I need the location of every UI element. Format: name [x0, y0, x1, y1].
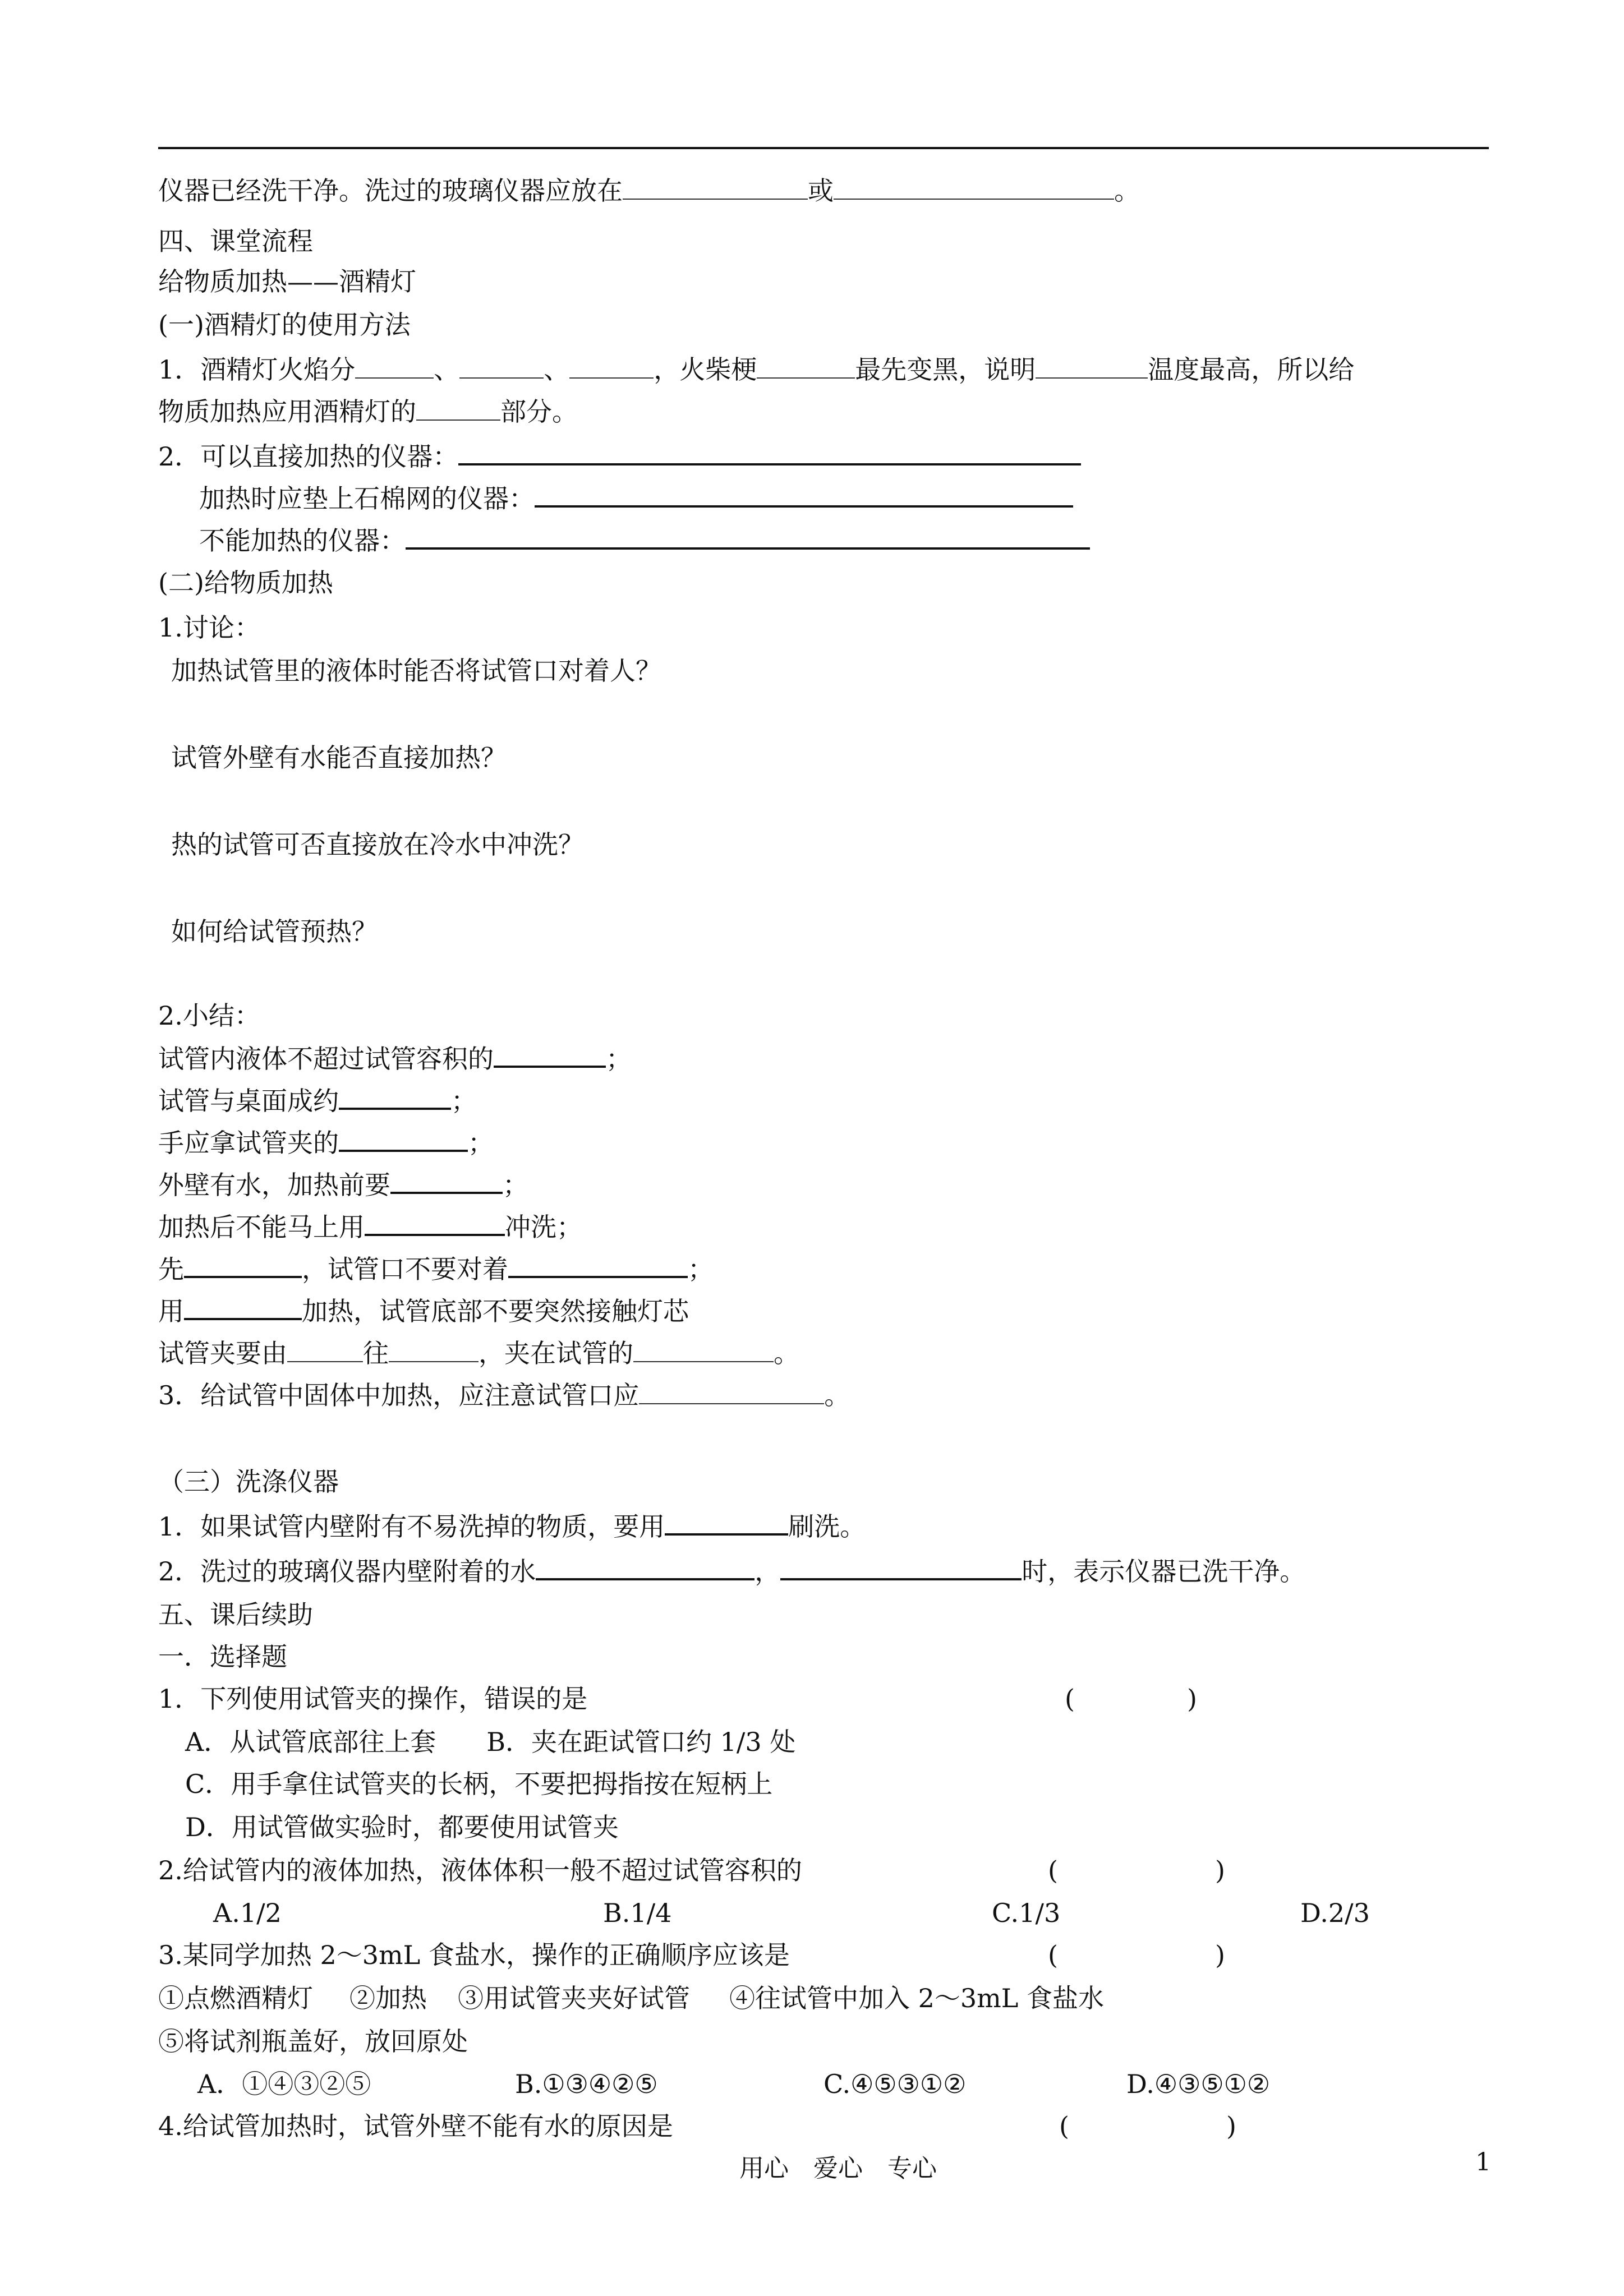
- header-rule: [158, 147, 1489, 149]
- question-line: 1．酒精灯火焰分 、 、 ，火柴梗 最先变黑，说明 温度最高，所以给: [158, 354, 1355, 385]
- answer-blank[interactable]: [365, 1211, 505, 1236]
- exercise-heading: 一．选择题: [158, 1642, 287, 1672]
- question-line: 不能加热的仪器：: [199, 525, 1090, 556]
- answer-blank[interactable]: [339, 1085, 451, 1110]
- item-heading: 1.讨论：: [158, 612, 260, 643]
- discussion-question: 如何给试管预热？: [171, 916, 378, 947]
- option-a[interactable]: A．从试管底部往上套: [185, 1727, 436, 1757]
- option-a[interactable]: A．①④③②⑤: [197, 2069, 371, 2099]
- option-c[interactable]: C．用手拿住试管夹的长柄，不要把拇指按在短柄上: [185, 1769, 773, 1799]
- answer-blank[interactable]: [1036, 355, 1148, 379]
- subsection-heading: (二)给物质加热: [158, 568, 333, 598]
- mc-question: 4.给试管加热时，试管外壁不能有水的原因是: [158, 2111, 673, 2141]
- summary-line: 试管夹要由 往 ，夹在试管的 。: [158, 1338, 799, 1368]
- answer-blank[interactable]: [508, 1253, 688, 1278]
- answer-paren[interactable]: ( ): [1065, 1684, 1197, 1714]
- summary-line: 先 ，试管口不要对着 ；: [158, 1254, 714, 1284]
- question-line: 2．洗过的玻璃仪器内壁附着的水 ， 时，表示仪器已洗干净。: [158, 1556, 1306, 1587]
- answer-blank[interactable]: [339, 1127, 468, 1152]
- answer-paren[interactable]: ( ): [1048, 1940, 1225, 1970]
- step-list: ①点燃酒精灯 ②加热 ③用试管夹夹好试管 ④往试管中加入 2～3mL 食盐水: [158, 1983, 1104, 2013]
- mc-question: 1．下列使用试管夹的操作，错误的是: [158, 1684, 588, 1714]
- option-b[interactable]: B．夹在距试管口约 1/3 处: [486, 1727, 796, 1757]
- subsection-heading: （三）洗涤仪器: [158, 1467, 339, 1497]
- summary-line: 3．给试管中固体中加热，应注意试管口应 。: [158, 1380, 850, 1410]
- option-d[interactable]: D．用试管做实验时，都要使用试管夹: [185, 1812, 619, 1842]
- item-heading: 2.小结：: [158, 1001, 260, 1031]
- answer-blank[interactable]: [536, 1556, 755, 1580]
- answer-blank[interactable]: [623, 176, 808, 200]
- option-d[interactable]: D.④③⑤①②: [1126, 2069, 1271, 2099]
- answer-line[interactable]: [406, 525, 1090, 550]
- summary-line: 试管内液体不超过试管容积的 ；: [158, 1044, 632, 1074]
- option-c[interactable]: C.④⑤③①②: [823, 2069, 967, 2099]
- question-line: 1．如果试管内壁附有不易洗掉的物质，要用 刷洗。: [158, 1511, 866, 1542]
- step-list: ⑤将试剂瓶盖好，放回原处: [158, 2026, 468, 2057]
- option-c[interactable]: C.1/3: [992, 1898, 1061, 1928]
- question-line: 加热时应垫上石棉网的仪器：: [199, 483, 1073, 514]
- answer-blank[interactable]: [834, 176, 1114, 200]
- topic-title: 给物质加热——酒精灯: [158, 266, 416, 297]
- discussion-question: 试管外壁有水能否直接加热？: [171, 743, 507, 773]
- summary-line: 手应拿试管夹的 ；: [158, 1128, 494, 1158]
- footer-motto: 用心 爱心 专心: [739, 2154, 937, 2183]
- answer-blank[interactable]: [780, 1556, 1022, 1580]
- section-heading: 四、课堂流程: [158, 226, 313, 256]
- answer-line[interactable]: [458, 441, 1081, 465]
- answer-paren[interactable]: ( ): [1059, 2111, 1236, 2141]
- summary-line: 外壁有水，加热前要 ；: [158, 1170, 528, 1200]
- option-d[interactable]: D.2/3: [1300, 1898, 1370, 1928]
- answer-line[interactable]: [535, 483, 1073, 508]
- mc-question: 3.某同学加热 2～3mL 食盐水，操作的正确顺序应该是: [158, 1940, 790, 1970]
- section-heading: 五、课后续助: [158, 1599, 313, 1630]
- intro-line: 仪器已经洗干净。洗过的玻璃仪器应放在 或 。: [158, 176, 1140, 206]
- answer-blank[interactable]: [639, 1381, 824, 1404]
- mc-question: 2.给试管内的液体加热，液体体积一般不超过试管容积的: [158, 1855, 802, 1885]
- answer-blank[interactable]: [355, 355, 434, 379]
- discussion-question: 热的试管可否直接放在冷水中冲洗？: [171, 829, 584, 860]
- answer-blank[interactable]: [287, 1339, 363, 1362]
- answer-blank[interactable]: [184, 1253, 302, 1278]
- summary-line: 加热后不能马上用 冲洗；: [158, 1212, 582, 1242]
- summary-line: 用 加热，试管底部不要突然接触灯芯: [158, 1296, 689, 1326]
- answer-blank[interactable]: [459, 355, 544, 379]
- summary-line: 试管与桌面成约 ；: [158, 1086, 477, 1116]
- answer-blank[interactable]: [757, 355, 855, 379]
- answer-blank[interactable]: [389, 1339, 479, 1362]
- answer-paren[interactable]: ( ): [1048, 1855, 1225, 1885]
- answer-blank[interactable]: [390, 1169, 503, 1194]
- option-b[interactable]: B.①③④②⑤: [515, 2069, 658, 2099]
- answer-blank[interactable]: [416, 397, 500, 421]
- option-b[interactable]: B.1/4: [603, 1898, 672, 1928]
- mc-options: [185, 1726, 795, 1758]
- discussion-question: 加热试管里的液体时能否将试管口对着人？: [171, 656, 661, 686]
- answer-blank[interactable]: [665, 1511, 788, 1536]
- answer-blank[interactable]: [184, 1295, 302, 1320]
- question-line: 2．可以直接加热的仪器：: [158, 441, 1081, 472]
- option-a[interactable]: A.1/2: [213, 1898, 282, 1928]
- answer-blank[interactable]: [494, 1043, 606, 1068]
- answer-blank[interactable]: [633, 1339, 774, 1362]
- page-number: 1: [1475, 2148, 1491, 2177]
- question-line: 物质加热应用酒精灯的 部分。: [158, 397, 578, 427]
- answer-blank[interactable]: [569, 355, 654, 379]
- subsection-heading: (一)酒精灯的使用方法: [158, 310, 411, 340]
